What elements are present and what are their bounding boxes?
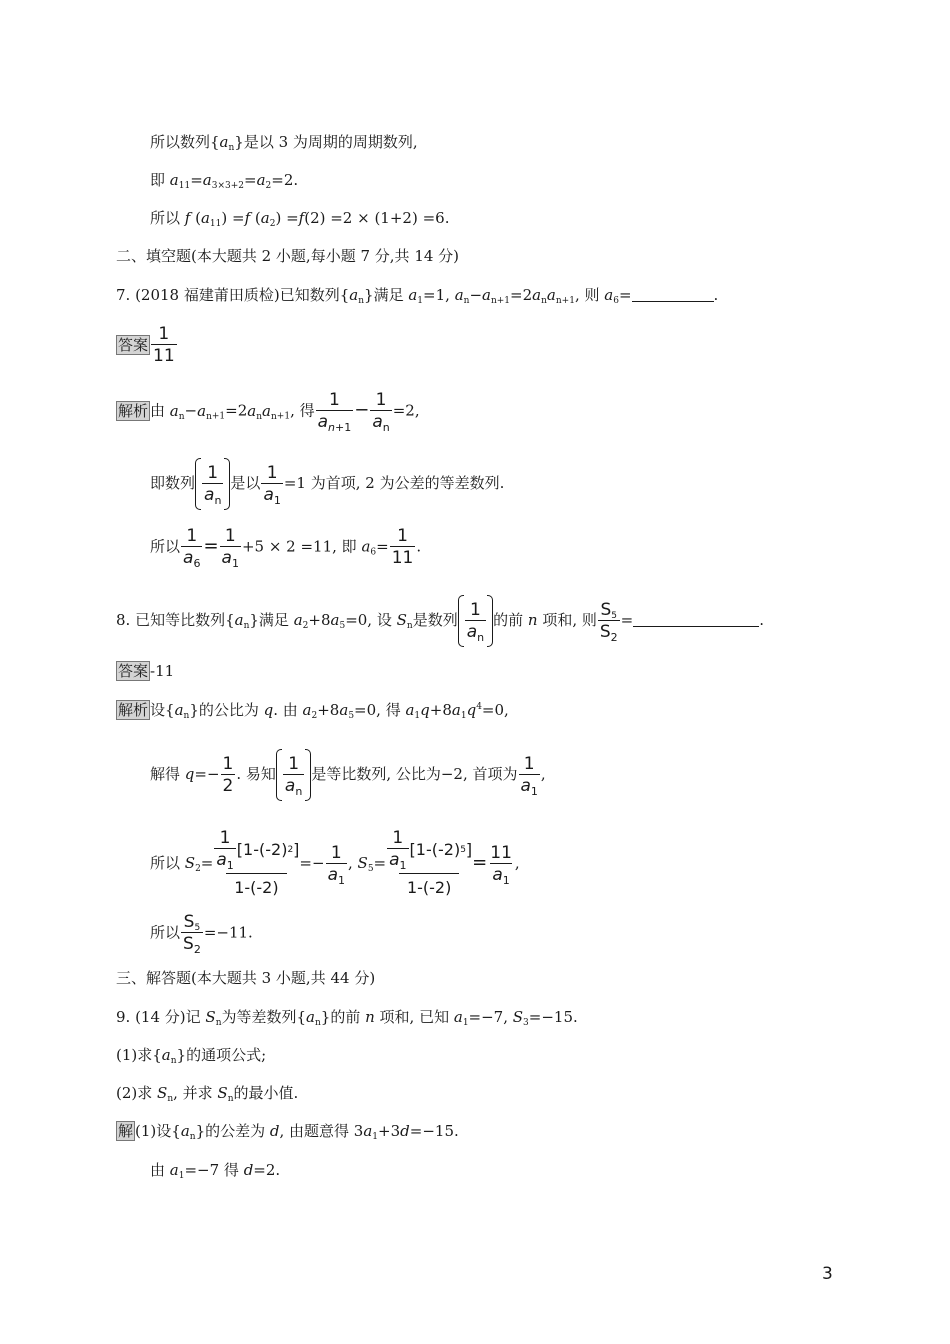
section-heading: 二、填空题(本大题共 2 小题,每小题 7 分,共 14 分)	[116, 247, 460, 265]
text-line: 即 $a_{11}=a_{3\times 3+2}=a_2=2$.	[150, 171, 299, 191]
text-line: 所以 f $(a_{11}) =f$ $(a_2) =f(2) =2 \times (1+2) =6$.	[150, 209, 450, 229]
solution-9-line-1: 解 (1)设$\{a_n\}$的公差为 d, 由题意得 $3a_1+3d=-15$.	[118, 1122, 459, 1142]
answer-7: 答案 $\frac{1}{11}$	[118, 324, 175, 366]
text-line: 所以数列$\{a_n\}$是以 3 为周期的周期数列,	[150, 133, 418, 153]
analysis-label: 解析	[118, 401, 149, 420]
answer-blank	[632, 301, 714, 302]
solution-7-line-1: 解析 由 $a_n-a_{n+1}=2a_na_{n+1}$, 得 $\frac{1}{a_{n+1}}$ − $\frac{1}{a_n}$ =2,	[118, 390, 420, 434]
answer-8: 答案 -11	[118, 662, 175, 680]
solution-8-line-1: 解析 设$\{a_n\}$的公比为 q. 由 $a_2+8a_5=0$, 得 $a_1q+8a_1q^4=0$,	[118, 701, 509, 721]
solution-7-line-2: 即数列 $\frac{1}{a_n}$ 是以 $\frac{1}{a_1}$ =1 为首项, 2 为公差的等差数列.	[150, 458, 504, 510]
question-9: 9. (14 分)记 $S_n$为等差数列$\{a_n\}$的前 n 项和, 已知 $a_1=-7$, $S_3=-15$.	[116, 1008, 578, 1028]
section-heading: 三、解答题(本大题共 3 小题,共 44 分)	[116, 969, 376, 987]
solution-8-line-2: 解得 q=− $\frac{1}{2}$ . 易知 $\frac{1}{a_n}$ 是等比数列, 公比为−2, 首项为 $\frac{1}{a_1}$ ,	[150, 749, 546, 801]
answer-label: 答案	[118, 335, 149, 354]
question-9-part-2: (2)求 $S_n$, 并求 $S_n$的最小值.	[116, 1084, 299, 1104]
answer-label: 答案	[118, 662, 149, 680]
page-number: 3	[822, 1264, 833, 1284]
question-8: 8. 已知等比数列$\{a_n\}$满足 $a_2+8a_5=0$, 设 $S_n$是数列 $\frac{1}{a_n}$ 的前 n 项和, 则 $\frac{S_5}{S_2}$ = .	[116, 595, 764, 647]
solution-label: 解	[118, 1122, 134, 1140]
analysis-label: 解析	[118, 701, 149, 719]
solution-8-line-3: 所以 $S_2=$ $\frac{1}{a_1}$ [1-(-2) 2 ] 1-(-2) =− $\frac{1}{a_1}$ , $S_5=$ $\frac{1}{a_1}$ [1-(-2) 5 ] 1-(-2) = $\frac{11}{a_1}$ ,	[150, 828, 520, 900]
solution-7-line-3: 所以 $\frac{1}{a_6}$ = $\frac{1}{a_1}$ +5 × 2 =11, 即 $a_6=$ $\frac{1}{11}$ .	[150, 526, 422, 570]
solution-9-line-2: 由 $a_1=-7$ 得 d=2.	[150, 1161, 281, 1181]
question-7: 7. (2018 福建莆田质检)已知数列$\{a_n\}$满足 $a_1=1$, $a_n-a_{n+1}=2a_na_{n+1}$, 则 $a_6=$ .	[116, 286, 719, 306]
question-9-part-1: (1)求$\{a_n\}$的通项公式;	[116, 1046, 267, 1066]
solution-8-line-4: 所以 $\frac{S_5}{S_2}$ =−11.	[150, 912, 253, 956]
answer-blank	[633, 626, 759, 627]
